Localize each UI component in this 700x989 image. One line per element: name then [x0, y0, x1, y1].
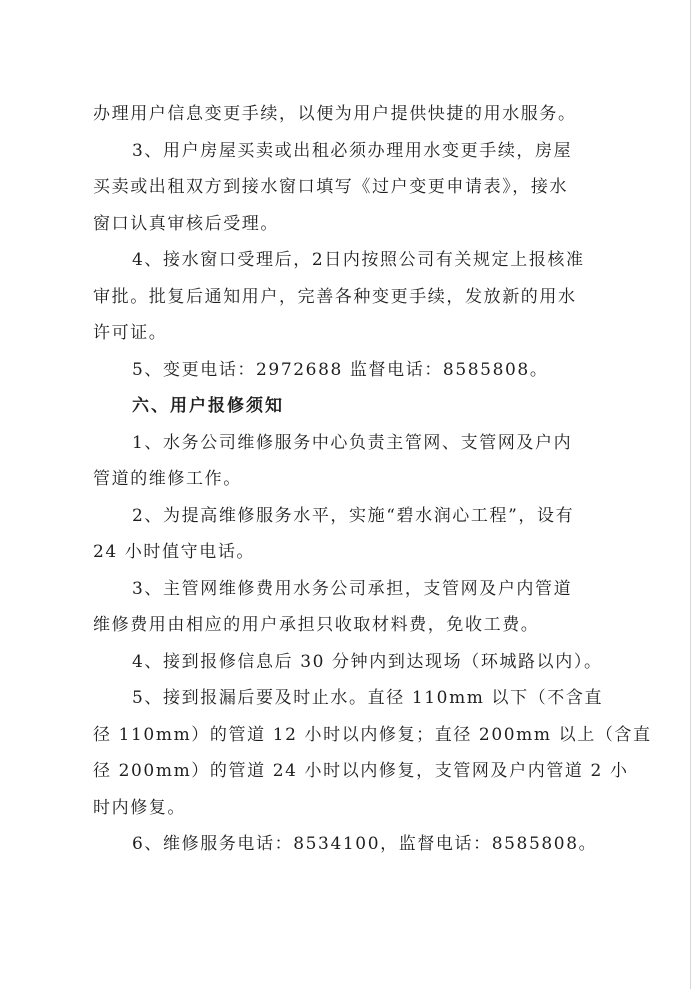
repair-item-1-line-2: 管道的维修工作。	[93, 469, 242, 489]
repair-item-5-line-3: 径 200mm）的管道 24 小时以内修复，支管网及户内管道 2 小	[93, 761, 629, 781]
item-5-phone-line: 5、变更电话：2972688 监督电话：8585808。	[132, 359, 549, 380]
document-body	[93, 96, 652, 863]
item-3-line-2: 买卖或出租双方到接水窗口填写《过户变更申请表》，接水	[93, 177, 569, 197]
repair-item-2-line-1: 2、为提高维修服务水平，实施“碧水润心工程”，设有	[132, 505, 575, 526]
repair-item-6-phone-line: 6、维修服务电话：8534100，监督电话：8585808。	[132, 834, 598, 854]
repair-item-4-line-1: 4、接到报修信息后 30 分钟内到达现场（环城路以内）。	[132, 651, 603, 672]
item-3-line-1: 3、用户房屋买卖或出租必须办理用水变更手续，房屋	[132, 140, 573, 161]
page-edge-line	[690, 0, 691, 989]
item-4-line-1: 4、接水窗口受理后，2日内按照公司有关规定上报核准	[132, 250, 585, 270]
repair-item-5-line-2: 径 110mm）的管道 12 小时以内修复；直径 200mm 以上（含直	[93, 724, 652, 745]
repair-item-1-line-1: 1、水务公司维修服务中心负责主管网、支管网及户内	[132, 432, 573, 453]
repair-item-5-line-4: 时内修复。	[93, 797, 186, 818]
item-4-line-2: 审批。批复后通知用户，完善各种变更手续，发放新的用水	[93, 286, 577, 307]
repair-item-5-line-1: 5、接到报漏后要及时止水。直径 110mm 以下（不含直	[132, 688, 604, 708]
repair-item-2-line-2: 24 小时值守电话。	[93, 542, 256, 562]
section-heading-repair: 六、用户报修须知	[132, 396, 284, 416]
text-line-continuation: 办理用户信息变更手续，以便为用户提供快捷的用水服务。	[93, 104, 577, 124]
repair-item-3-line-2: 维修费用由相应的用户承担只收取材料费，免收工费。	[93, 615, 540, 635]
item-4-line-3: 许可证。	[93, 323, 168, 343]
item-3-line-3: 窗口认真审核后受理。	[93, 213, 279, 234]
repair-item-3-line-1: 3、主管网维修费用水务公司承担，支管网及户内管道	[132, 578, 573, 599]
